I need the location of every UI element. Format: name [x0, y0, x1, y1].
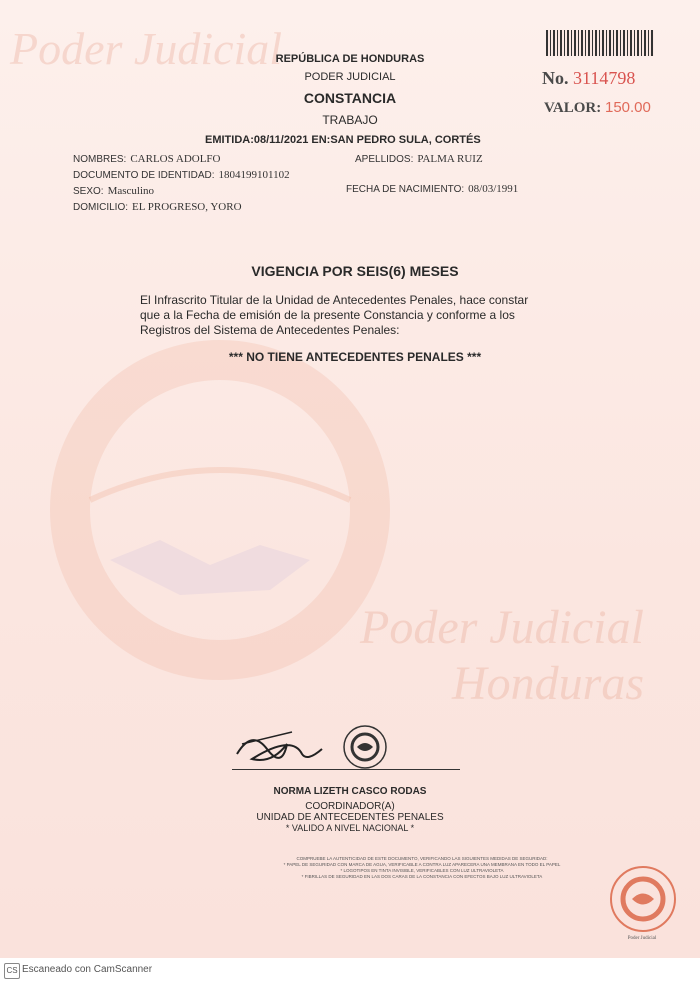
signer-role: COORDINADOR(A): [305, 801, 395, 812]
serial-number: [542, 68, 635, 89]
signature-icon: [232, 724, 332, 770]
fecha-value: 08/03/1991: [468, 183, 519, 195]
security-fine-print: [232, 856, 612, 880]
document-title: CONSTANCIA: [303, 90, 397, 106]
valor-label: VALOR:: [544, 100, 602, 116]
field-documento: [73, 169, 290, 181]
national-validity: * VALIDO A NIVEL NACIONAL *: [285, 823, 415, 833]
camscanner-text: Escaneado con CamScanner: [22, 964, 153, 975]
nombres-label: NOMBRES:: [73, 154, 127, 165]
emission-info: EMITIDA:08/11/2021 EN:SAN PEDRO SULA, CORTÉS: [205, 134, 481, 146]
watermark-bottom-1: Poder Judicial: [360, 601, 644, 654]
statement-line-1: El Infrascrito Titular de la Unidad de Antecedentes Penales, hace constar: [140, 293, 529, 307]
payment-stamp-icon: [608, 864, 678, 934]
header-country: REPÚBLICA DE HONDURAS: [275, 53, 425, 65]
scanner-footer: [0, 958, 700, 983]
fine-print-line-1: COMPRUEBE LA AUTENTICIDAD DE ESTE DOCUMENTO, VERIFICANDO LAS SIGUIENTES MEDIDAS DE SEGURIDAD:: [296, 856, 548, 861]
statement-paragraph: [140, 293, 560, 338]
apellidos-value: PALMA RUIZ: [417, 153, 483, 165]
seal-icon: [342, 724, 388, 770]
validity-heading: VIGENCIA POR SEIS(6) MESES: [251, 263, 459, 279]
documento-value: 1804199101102: [218, 169, 290, 181]
field-fecha-nacimiento: [346, 183, 518, 195]
watermark-top: Poder Judicial: [10, 23, 283, 74]
barcode-icon: [546, 30, 654, 56]
header-institution: PODER JUDICIAL: [304, 71, 396, 83]
sexo-value: Masculino: [107, 185, 155, 197]
signer-unit: UNIDAD DE ANTECEDENTES PENALES: [256, 812, 444, 823]
nombres-value: CARLOS ADOLFO: [130, 153, 221, 165]
stamp-caption: Poder Judicial: [627, 936, 657, 941]
signer-name: NORMA LIZETH CASCO RODAS: [273, 786, 427, 797]
field-domicilio: [73, 201, 242, 213]
serial-label: No.: [542, 68, 569, 88]
domicilio-label: DOMICILIO:: [73, 202, 129, 213]
document-value: [544, 99, 651, 117]
result-statement: *** NO TIENE ANTECEDENTES PENALES ***: [228, 350, 482, 364]
field-nombres: [73, 153, 221, 165]
domicilio-value: EL PROGRESO, YORO: [132, 201, 242, 213]
field-apellidos: [355, 153, 483, 165]
apellidos-label: APELLIDOS:: [355, 154, 414, 165]
fine-print-line-4: * FIBRILLAS DE SEGURIDAD EN LAS DOS CARAS DE LA CONSTANCIA CON EFECTOS BAJO LUZ ULTRAVIOLETA: [301, 874, 543, 879]
field-sexo: [73, 185, 154, 197]
fine-print-line-2: * PAPEL DE SEGURIDAD CON MARCA DE AGUA, VERIFICABLE A CONTRA LUZ APARECERA UNA MEMBRANA EN TODO EL PAPEL: [283, 862, 561, 867]
document-purpose: TRABAJO: [322, 113, 378, 127]
signature-line: [232, 769, 460, 770]
watermark-bottom-2: Honduras: [452, 657, 645, 710]
camscanner-icon: CS: [4, 963, 20, 979]
statement-line-3: Registros del Sistema de Antecedentes Penales:: [140, 323, 400, 337]
sexo-label: SEXO:: [73, 186, 104, 197]
serial-value: 3114798: [573, 68, 636, 88]
fecha-label: FECHA DE NACIMIENTO:: [346, 184, 465, 195]
documento-label: DOCUMENTO DE IDENTIDAD:: [73, 170, 215, 181]
statement-line-2: que a la Fecha de emisión de la presente Constancia y conforme a los: [140, 308, 515, 322]
valor-value: 150.00: [604, 99, 651, 116]
fine-print-line-3: * LOGOTIPOS EN TINTA INVISIBLE, VERIFICABLES CON LUZ ULTRAVIOLETA: [340, 868, 504, 873]
watermark-emblem-icon: [30, 350, 410, 670]
